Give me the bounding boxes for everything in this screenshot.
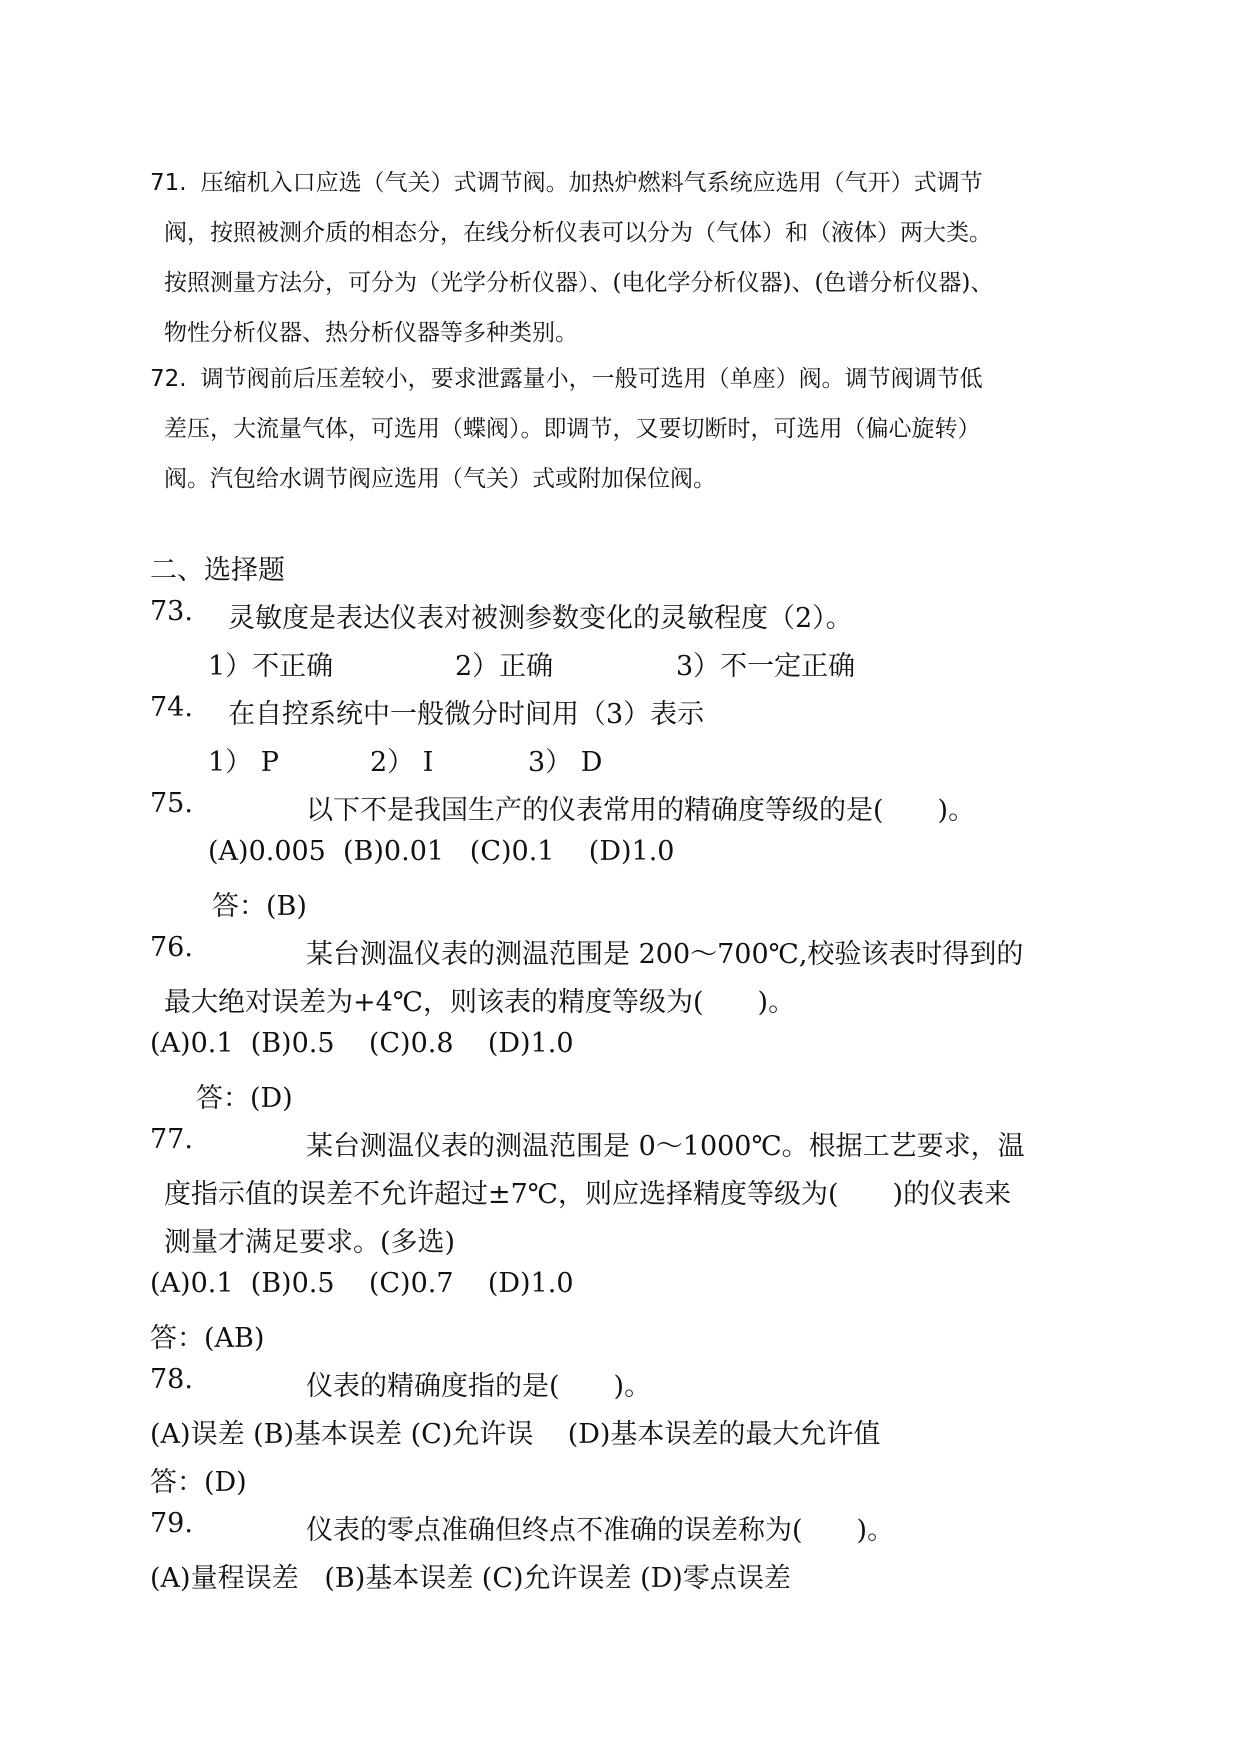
q78-text: 仪表的精确度指的是( )。 <box>306 1371 652 1402</box>
q77-options: (A)0.1 (B)0.5 (C)0.7 (D)1.0 <box>150 1268 574 1299</box>
q76-text: 某台测温仪表的测温范围是 200～700℃,校验该表时得到的 <box>306 939 1024 970</box>
q77-text-2: 度指示值的误差不允许超过±7℃，则应选择精度等级为( )的仪表来 <box>164 1179 1012 1210</box>
q72-line-2: 差压，大流量气体，可选用（蝶阀）。即调节，又要切断时，可选用（偏心旋转） <box>164 416 981 442</box>
q75-text: 以下不是我国生产的仪表常用的精确度等级的是( )。 <box>306 795 976 826</box>
q71-line-1 <box>150 164 983 197</box>
q72-text-1: 调节阀前后压差较小，要求泄露量小，一般可选用（单座）阀。调节阀调节低 <box>200 366 983 392</box>
q75-number: 75. <box>150 788 193 819</box>
q74-option-1: 1） P <box>208 747 279 778</box>
q73-option-1: 1）不正确 <box>208 651 334 682</box>
q74-text: 在自控系统中一般微分时间用（3）表示 <box>228 699 705 730</box>
q71-line-4: 物性分析仪器、热分析仪器等多种类别。 <box>164 320 578 346</box>
q76-answer: 答：(D) <box>196 1083 293 1114</box>
q78-options: (A)误差 (B)基本误差 (C)允许误 (D)基本误差的最大允许值 <box>150 1419 881 1450</box>
q74-number: 74. <box>150 692 193 723</box>
q71-number: 71. <box>150 170 187 196</box>
q71-line-3: 按照测量方法分，可分为（光学分析仪器）、(电化学分析仪器)、(色谱分析仪器)、 <box>164 270 994 296</box>
q77-answer: 答：(AB) <box>150 1323 265 1354</box>
q78-answer: 答：(D) <box>150 1467 247 1498</box>
q71-text-1: 压缩机入口应选（气关）式调节阀。加热炉燃料气系统应选用（气开）式调节 <box>200 170 983 196</box>
q75-options: (A)0.005 (B)0.01 (C)0.1 (D)1.0 <box>208 836 675 867</box>
q77-number: 77. <box>150 1124 193 1155</box>
q72-line-3: 阀。汽包给水调节阀应选用（气关）式或附加保位阀。 <box>164 466 716 492</box>
q77-text: 某台测温仪表的测温范围是 0～1000℃。根据工艺要求，温 <box>306 1131 1025 1162</box>
q73-text: 灵敏度是表达仪表对被测参数变化的灵敏程度（2）。 <box>228 603 853 634</box>
q76-options: (A)0.1 (B)0.5 (C)0.8 (D)1.0 <box>150 1028 574 1059</box>
q76-text-2: 最大绝对误差为+4℃，则该表的精度等级为( )。 <box>164 987 796 1018</box>
q76-number: 76. <box>150 932 193 963</box>
q72-number: 72. <box>150 366 187 392</box>
q74-option-2: 2） I <box>370 747 434 778</box>
q73-option-2: 2）正确 <box>455 651 554 682</box>
section-title: 二、选择题 <box>150 555 285 586</box>
q79-options: (A)量程误差 (B)基本误差 (C)允许误差 (D)零点误差 <box>150 1563 791 1594</box>
q79-text: 仪表的零点准确但终点不准确的误差称为( )。 <box>306 1515 895 1546</box>
q79-number: 79. <box>150 1508 193 1539</box>
q71-line-2: 阀，按照被测介质的相态分，在线分析仪表可以分为（气体）和（液体）两大类。 <box>164 220 992 246</box>
q77-text-3: 测量才满足要求。(多选) <box>164 1227 456 1258</box>
q73-number: 73. <box>150 596 193 627</box>
q75-answer: 答：(B) <box>212 891 307 922</box>
q78-number: 78. <box>150 1364 193 1395</box>
q72-line-1 <box>150 360 983 393</box>
q73-option-3: 3）不一定正确 <box>676 651 856 682</box>
q74-option-3: 3） D <box>528 747 603 778</box>
